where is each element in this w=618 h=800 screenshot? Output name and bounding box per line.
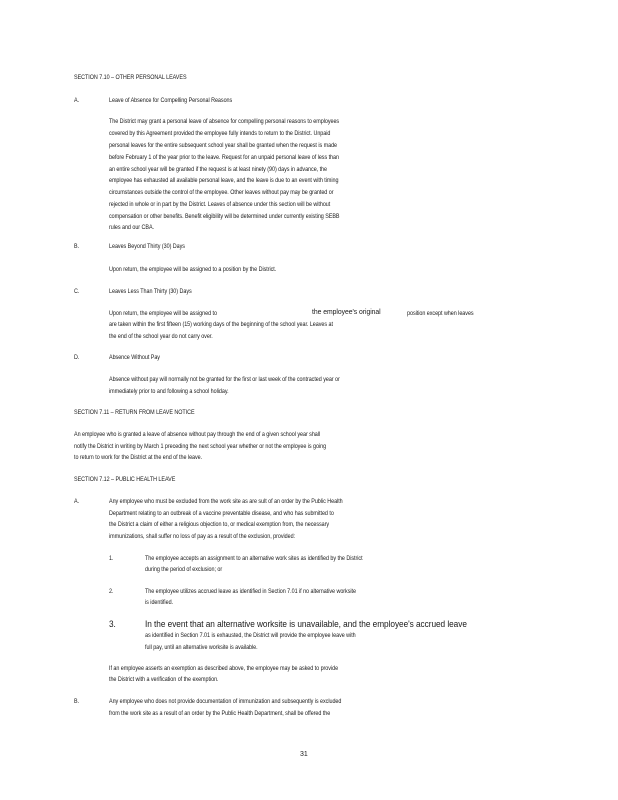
item-label-b: B. (74, 243, 80, 250)
section-heading-7-10: SECTION 7.10 – OTHER PERSONAL LEAVES (74, 74, 187, 81)
paragraph-line: Department relating to an outbreak of a vaccine preventable disease, and who has submitted to (109, 510, 334, 517)
item-label-a: A. (74, 97, 80, 104)
paragraph-line: Upon return, the employee will be assigned to a position by the District. (109, 266, 277, 273)
item-label-c: C. (74, 288, 80, 295)
list-number: 3. (109, 619, 116, 629)
paragraph-line: circumstances outside the control of the employee. Other leaves without pay may be granted or (109, 189, 334, 196)
item-label-d: D. (74, 354, 80, 361)
paragraph-line: Absence without pay will normally not be granted for the first or last week of the contracted year or (109, 376, 340, 383)
paragraph-line: before February 1 of the year prior to the leave. Request for an unpaid personal leave of less than (109, 154, 339, 161)
item-label-a: A. (74, 498, 80, 505)
paragraph-line: covered by this Agreement provided the employee fully intends to return to the District. Unpaid (109, 130, 331, 137)
paragraph-fragment: the employee's original (312, 307, 381, 316)
list-item-line: The employee utilizes accrued leave as identified in Section 7.01 if no alternative worksite (145, 588, 356, 595)
list-item-line: In the event that an alternative worksite is unavailable, and the employee's accrued leave (145, 619, 467, 629)
paragraph-line: Any employee who must be excluded from the work site as are sult of an order by the Public Health (109, 498, 343, 505)
paragraph-fragment: position except when leaves (407, 310, 474, 317)
list-item-line: full pay, until an alternative worksite is available. (145, 644, 258, 651)
paragraph-line: the end of the school year do not carry over. (109, 333, 213, 340)
paragraph-line: rejected in whole or in part by the District. Leaves of absence under this section will be without (109, 201, 331, 208)
paragraph-line: If an employee asserts an exemption as described above, the employee may be asked to provide (109, 665, 339, 672)
list-number: 1. (109, 555, 114, 562)
paragraph-line: the District a claim of either a religious objection to, or medical exemption from, the necessary (109, 521, 330, 528)
section-heading-7-12: SECTION 7.12 – PUBLIC HEALTH LEAVE (74, 476, 176, 483)
paragraph-line: personal leaves for the entire subsequent school year shall be granted when the request is made (109, 142, 338, 149)
list-item-line: during the period of exclusion; or (145, 566, 223, 573)
paragraph-line: notify the District in writing by March 1 preceding the next school year whether or not the employee is going (74, 443, 327, 450)
item-title-beyond-thirty: Leaves Beyond Thirty (30) Days (109, 243, 185, 250)
list-item-line: is identified. (145, 599, 174, 606)
paragraph-line: Upon return, the employee will be assigned to (109, 310, 217, 317)
paragraph-line: compensation or other benefits. Benefit eligibility will be determined under currently existing SEBB (109, 213, 340, 220)
page-number: 31 (300, 751, 308, 758)
item-label-b: B. (74, 698, 80, 705)
paragraph-line: an entire school year will be granted if the request is at least ninety (90) days in advance, the (109, 166, 327, 173)
paragraph-line: are taken within the first fifteen (15) working days of the beginning of the school year. Leaves at (109, 321, 333, 328)
list-item-line: The employee accepts an assignment to an alternative work sites as identified by the District (145, 555, 363, 562)
paragraph-line: Any employee who does not provide documentation of immunization and subsequently is excluded (109, 698, 342, 705)
paragraph-line: immediately prior to and following a school holiday. (109, 388, 229, 395)
paragraph-line: The District may grant a personal leave of absence for compelling personal reasons to employees (109, 118, 340, 125)
paragraph-line: from the work site as a result of an order by the Public Health Department, shall be offered the (109, 710, 331, 717)
paragraph-line: immunizations, shall suffer no loss of pay as a result of the exclusion, provided: (109, 533, 296, 540)
paragraph-line: employee has exhausted all available personal leave, and the leave is due to an event with timing (109, 177, 339, 184)
list-number: 2. (109, 588, 114, 595)
list-item-line: as identified in Section 7.01 is exhausted, the District will provide the employee leave with (145, 632, 356, 639)
item-title-less-than-thirty: Leaves Less Than Thirty (30) Days (109, 288, 192, 295)
paragraph-line: An employee who is granted a leave of absence without pay through the end of a given school year shall (74, 431, 321, 438)
section-heading-7-11: SECTION 7.11 – RETURN FROM LEAVE NOTICE (74, 409, 195, 416)
paragraph-line: rules and our CBA. (109, 224, 154, 231)
paragraph-line: to return to work for the District at the end of the leave. (74, 454, 203, 461)
item-title-compelling-reasons: Leave of Absence for Compelling Personal Reasons (109, 97, 233, 104)
paragraph-line: the District with a verification of the exemption. (109, 676, 219, 683)
item-title-absence-without-pay: Absence Without Pay (109, 354, 160, 361)
